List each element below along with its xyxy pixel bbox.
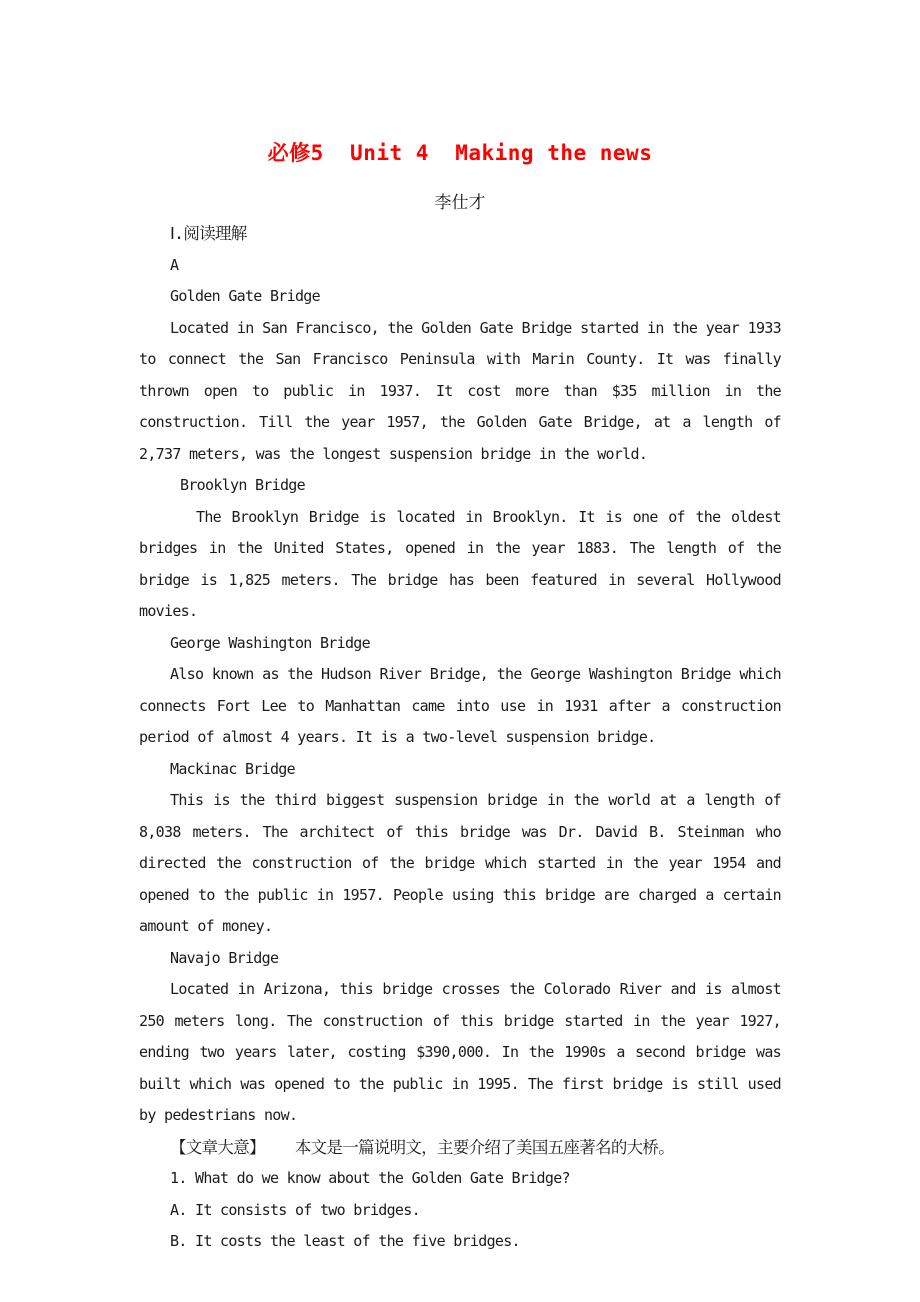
question-1-option-a: A. It consists of two bridges. — [170, 1200, 420, 1219]
summary-label: 【文章大意】 — [170, 1137, 265, 1157]
bridge-paragraph-brooklyn: The Brooklyn Bridge is located in Brooklyn. It is one of the oldest bridges in the United States, opened in the year 1883. The length of the bridge is 1,825 meters. The bridge has been featured in several Hollywood movies. — [139, 507, 781, 620]
passage-summary — [139, 1132, 781, 1164]
question-1-option-b: B. It costs the least of the five bridges. — [170, 1232, 520, 1250]
document-body — [139, 218, 781, 1258]
summary-text: 本文是一篇说明文，主要介绍了美国五座著名的大桥。 — [294, 1137, 675, 1157]
bridge-heading-mackinac: Mackinac Bridge — [170, 759, 295, 778]
page-title: 必修5 Unit 4 Making the news — [267, 141, 653, 165]
bridge-paragraph-golden-gate: Located in San Francisco, the Golden Gate Bridge started in the year 1933 to connect the San Francisco Peninsula with Marin County. It was finally thrown open to public in 1937. It cost more than $35 million in the construction. Till the year 1957, the Golden Gate Bridge, at a length of 2,737 meters, was the longest suspension bridge in the world. — [139, 318, 781, 463]
bridge-heading-brooklyn: Brooklyn Bridge — [180, 476, 305, 494]
bridge-heading-golden-gate: Golden Gate Bridge — [170, 287, 320, 305]
passage-label: A — [170, 255, 179, 274]
bridge-paragraph-mackinac: This is the third biggest suspension bridge in the world at a length of 8,038 meters. The architect of this bridge was Dr. David B. Steinman who directed the construction of the bridge which started in the year 1954 and opened to the public in 1957. People using this bridge are charged a certain amount of money. — [139, 791, 781, 935]
question-1-text: 1. What do we know about the Golden Gate Bridge? — [170, 1169, 570, 1187]
bridge-paragraph-george-washington: Also known as the Hudson River Bridge, the George Washington Bridge which connects Fort Lee to Manhattan came into use in 1931 after a construction period of almost 4 years. It is a two-level suspension bridge. — [139, 665, 781, 746]
author-byline: 李仕才 — [434, 193, 486, 213]
bridge-paragraph-navajo: Located in Arizona, this bridge crosses the Colorado River and is almost 250 meters long. The construction of this bridge started in the year 1927, ending two years later, costing $390,000. In the 1990s a second bridge was built which was opened to the public in 1995. The first bridge is still used by pedestrians now. — [139, 980, 781, 1124]
section-heading: Ⅰ.阅读理解 — [170, 224, 247, 243]
bridge-heading-george-washington: George Washington Bridge — [170, 633, 370, 652]
bridge-heading-navajo: Navajo Bridge — [170, 948, 279, 967]
